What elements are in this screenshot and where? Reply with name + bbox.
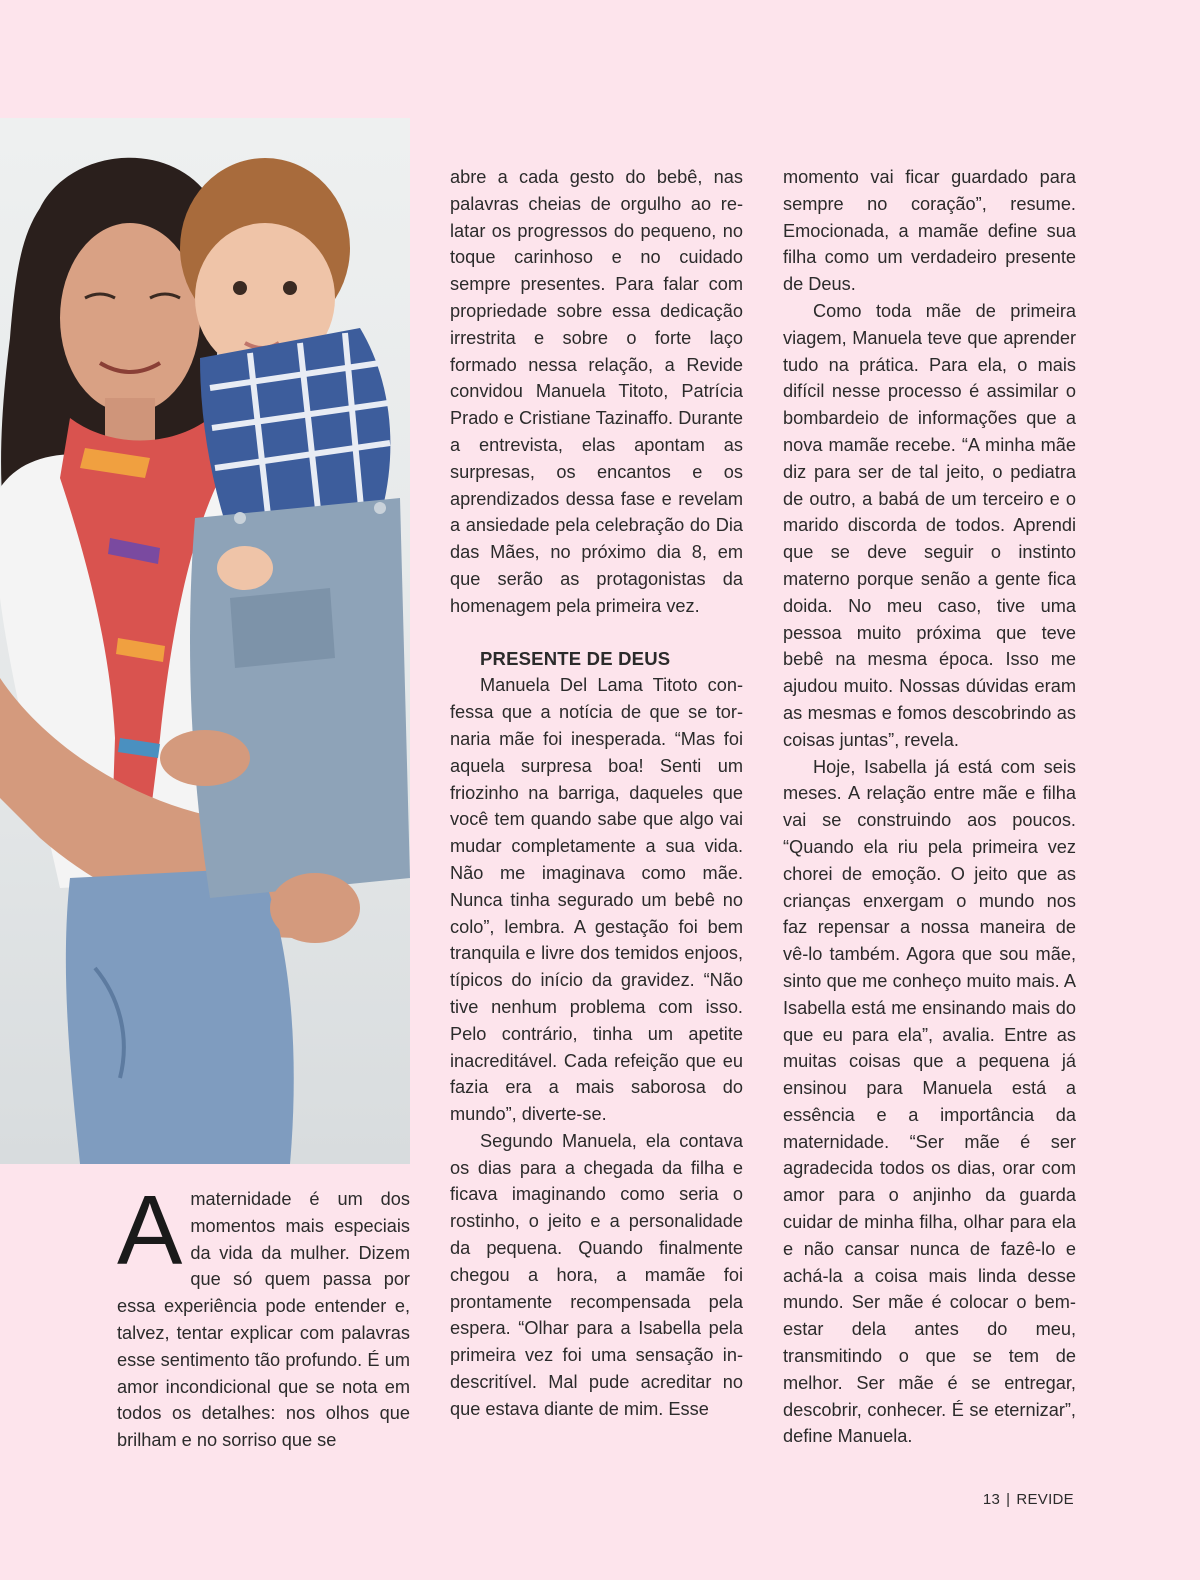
- paragraph: abre a cada gesto do bebê, nas palavras cheias de orgulho ao relatar os progressos do pequeno, no toque carinhoso e no cuidado sempre presentes. Para falar com propriedade sobre essa dedicação irrestrita e sobre o forte laço formado nessa relação, a Revide convidou Manuela Titoto, Patrícia Prado e Cristiane Tazinaffo. Durante a entrevista, elas apontam as surpresas, os encantos e os aprendizados dessa fase e revelam a ansiedade pela celebração do Dia das Mães, no próximo dia 8, em que serão as protagonistas da homenagem pela primeira vez.: [450, 167, 743, 616]
- intro-paragraph: [117, 1175, 410, 1454]
- folio-separator: |: [1006, 1491, 1011, 1508]
- intro-text: maternidade é um dos momentos mais especiais da vida da mulher. Dizem que só quem passa por essa experiência pode entender e, talvez, tentar explicar com palavras esse sentimento tão profundo. É um amor incondicional que se nota em todos os detalhes: nos olhos que brilham e no sorriso que se: [117, 1189, 410, 1451]
- page-number: 13: [982, 1491, 1001, 1508]
- column-1: [117, 1175, 410, 1454]
- article-photo: [0, 118, 410, 1164]
- magazine-name: REVIDE: [1016, 1491, 1074, 1508]
- paragraph: Segundo Manuela, ela contava os dias para a chegada da filha e ficava imaginando como seria o rostinho, o jeito e a personalidade da pequena. Quando finalmente chegou a hora, a mamãe foi prontamente recompensada pela espera. “Olhar para a Isabella pela primeira vez foi uma sensação indescritível. Mal pude acreditar no que estava diante de mim. Esse: [450, 1130, 743, 1419]
- paragraph: Manuela Del Lama Titoto confessa que a notícia de que se tornaria mãe foi inesperada. “Mas foi aquela surpresa boa! Senti um friozinho na barriga, daqueles que você tem quando sabe que algo vai mudar completamente a sua vida. Não me imaginava como mãe. Nunca tinha segurado um bebê no colo”, lembra. A gestação foi bem tranquila e livre dos temidos enjoos, típicos do início da gravidez. “Não tive nenhum problema com isso. Pelo contrário, tinha um apetite inacreditável. Cada refeição que eu fazia era a mais saborosa do mundo”, diverte-se.: [450, 675, 743, 1125]
- page-folio: [983, 1491, 1074, 1508]
- paragraph: Hoje, Isabella já está com seis meses. A relação entre mãe e filha vai se construindo aos poucos. “Quando ela riu pela primeira vez chorei de emoção. O jeito que as crianças enxergam o mundo nos faz repensar a nossa maneira de vê-lo também. Agora que sou mãe, sinto que me conheço muito mais. A Isabella está me ensinando mais do que eu para ela”, avalia. Entre as muitas coisas que a pequena já ensinou para Manuela está a essência e a importância da maternidade. “Ser mãe é ser agradecida todos os dias, orar com amor para o anjinho da guarda cuidar de minha filha, olhar para ela e não cansar nunca de fazê-lo e achá-la a coisa mais linda desse mundo. Ser mãe é colocar o bem-estar dela antes do meu, transmitindo o que se tem de melhor. Ser mãe é se entregar, descobrir, conhecer. É se eternizar”, define Manuela.: [783, 756, 1076, 1447]
- section-subhead: PRESENTE DE DEUS: [480, 647, 671, 669]
- column-2: [450, 164, 743, 1423]
- drop-cap: A: [117, 1175, 183, 1285]
- column-3: [783, 164, 1076, 1450]
- paragraph: momento vai ficar guardado para sempre no coração”, resume. Emocionada, a mamãe define sua filha como um verdadeiro presente de Deus.: [783, 167, 1076, 295]
- paragraph: Como toda mãe de primeira viagem, Manuela teve que aprender tudo na prática. Para ela, o mais difícil nesse processo é assimilar o bombardeio de informações que a nova mamãe recebe. “A minha mãe diz para ser de tal jeito, o pediatra de outro, a babá de um terceiro e o marido discorda de todos. Aprendi que se deve seguir o instinto materno porque senão a gente fica doida. No meu caso, tive uma pessoa muito próxima que teve bebê na mesma época. Isso me ajudou muito. Nossas dúvidas eram as mesmas e fomos descobrindo as coisas juntas”, revela.: [783, 300, 1076, 750]
